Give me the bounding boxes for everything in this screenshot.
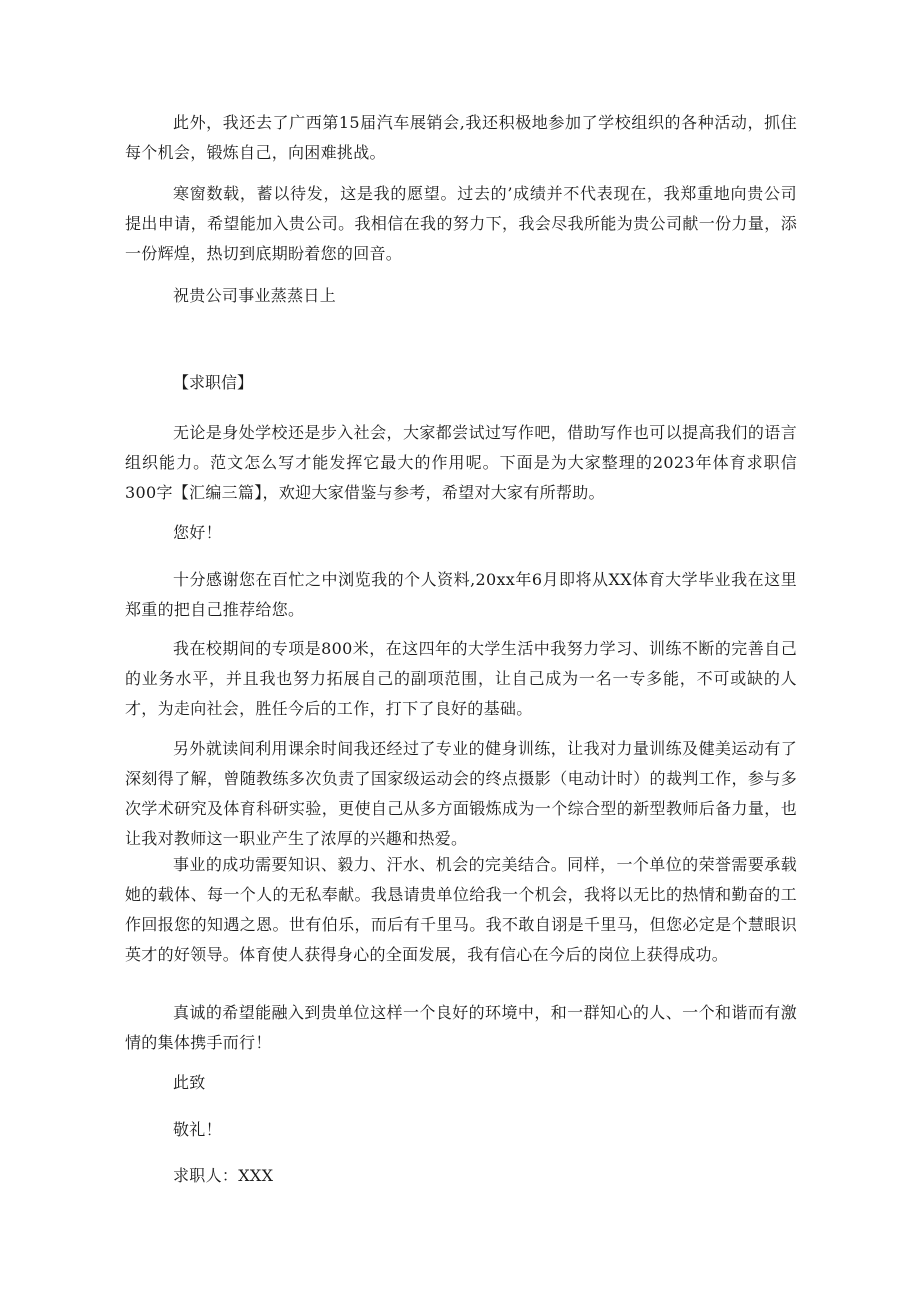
paragraph-activities: 此外，我还去了广西第15届汽车展销会,我还积极地参加了学校组织的各种活动，抓住每个机会，锻炼自己，向困难挑战。: [125, 113, 797, 162]
paragraph-wishes: 祝贵公司事业蒸蒸日上: [173, 286, 337, 305]
paragraph-thanks: 十分感谢您在百忙之中浏览我的个人资料,20xx年6月即将从XX体育大学毕业我在这里郑重的把自己推荐给您。: [125, 570, 797, 619]
paragraph-hope: 真诚的希望能融入到贵单位这样一个良好的环境中，和一群知心的人、一个和谐而有激情的集体携手而行！: [125, 1003, 797, 1052]
paragraph-greeting: 您好！: [173, 523, 222, 542]
paragraph-intro: 无论是身处学校还是步入社会，大家都尝试过写作吧，借助写作也可以提高我们的语言组织能力。范文怎么写才能发挥它最大的作用呢。下面是为大家整理的2023年体育求职信300字【汇编三篇】，欢迎大家借鉴与参考，希望对大家有所帮助。: [125, 423, 797, 502]
paragraph-signature: 求职人：XXX: [173, 1166, 274, 1185]
paragraph-closing: 此致: [173, 1073, 206, 1092]
section-heading: 【求职信】: [173, 373, 254, 392]
paragraph-training: 另外就读间利用课余时间我还经过了专业的健身训练，让我对力量训练及健美运动有了深刻得了解，曾随教练多次负责了国家级运动会的终点摄影（电动计时）的裁判工作，参与多次学术研究及体育科研实验，更使自己从多方面锻炼成为一个综合型的新型教师后备力量，也让我对教师这一职业产生了浓厚的兴趣和热爱。: [125, 739, 797, 848]
paragraph-application: 寒窗数载，蓄以待发，这是我的愿望。过去的’成绩并不代表现在，我郑重地向贵公司提出申请，希望能加入贵公司。我相信在我的努力下，我会尽我所能为贵公司献一份力量，添一份辉煌，热切到底期盼着您的回音。: [125, 184, 797, 263]
paragraph-specialty: 我在校期间的专项是800米，在这四年的大学生活中我努力学习、训练不断的完善自己的业务水平，并且我也努力拓展自己的副项范围，让自己成为一名一专多能，不可或缺的人才，为走向社会，胜任今后的工作，打下了良好的基础。: [125, 639, 797, 718]
paragraph-success: 事业的成功需要知识、毅力、汗水、机会的完美结合。同样，一个单位的荣誉需要承载她的载体、每一个人的无私奉献。我恳请贵单位给我一个机会，我将以无比的热情和勤奋的工作回报您的知遇之恩。世有伯乐，而后有千里马。我不敢自诩是千里马，但您必定是个慧眼识英才的好领导。体育使人获得身心的全面发展，我有信心在今后的岗位上获得成功。: [125, 855, 797, 964]
paragraph-salute: 敬礼！: [173, 1120, 222, 1139]
